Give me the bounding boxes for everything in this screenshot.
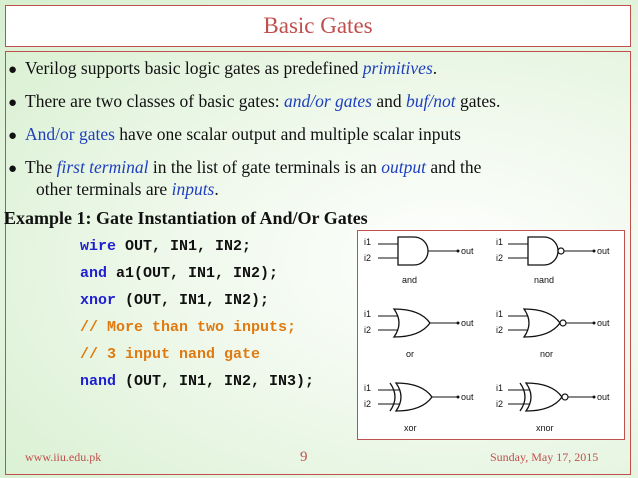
- gate-label-i1: i1: [496, 309, 504, 319]
- code-line-6: [80, 373, 314, 390]
- bullet-2-mid: and: [372, 91, 407, 111]
- example-heading: Example 1: Gate Instantiation of And/Or Gates: [4, 208, 368, 228]
- bullet-dot-icon: ●: [8, 95, 18, 111]
- bullet-3-highlight: And/or gates: [25, 124, 115, 144]
- gate-label-i2: i2: [364, 325, 372, 335]
- bullet-2-highlight-1: and/or gates: [284, 91, 372, 111]
- and-gate-icon: [364, 237, 474, 285]
- bullet-4-end: and the: [426, 157, 482, 177]
- code-line-2: [80, 265, 278, 282]
- code-text: (OUT, IN1, IN2, IN3);: [116, 373, 315, 390]
- bullet-4-highlight-1: first terminal: [56, 157, 149, 177]
- bullet-2-highlight-2: buf/not: [406, 91, 456, 111]
- code-keyword: wire: [80, 238, 117, 255]
- bullet-4-highlight-2: output: [381, 157, 427, 177]
- slide-title: Basic Gates: [263, 13, 373, 38]
- code-keyword: xnor: [80, 292, 117, 309]
- bullet-4-mid: in the list of gate terminals is an: [148, 157, 382, 177]
- code-line-5: // 3 input nand gate: [80, 346, 261, 363]
- bullet-4-text: The: [25, 157, 57, 177]
- gate-name: xor: [404, 423, 417, 433]
- bullet-2-end: gates.: [455, 91, 501, 111]
- gate-label-i1: i1: [364, 237, 372, 247]
- gate-symbols-figure: [357, 230, 625, 440]
- code-text: OUT, IN1, IN2;: [116, 238, 252, 255]
- gate-label-i2: i2: [496, 325, 504, 335]
- gate-label-out: out: [597, 246, 610, 256]
- gate-label-i2: i2: [496, 399, 504, 409]
- code-keyword: and: [80, 265, 108, 282]
- gate-label-i2: i2: [364, 399, 372, 409]
- bullet-dot-icon: ●: [8, 161, 18, 177]
- gate-name: xnor: [536, 423, 554, 433]
- bullet-dot-icon: ●: [8, 128, 18, 144]
- gate-label-i2: i2: [364, 253, 372, 263]
- gate-name: or: [406, 349, 415, 359]
- bullet-2: [8, 90, 500, 114]
- gate-label-out: out: [461, 246, 474, 256]
- title-box: [5, 5, 631, 47]
- or-gate-icon: [364, 309, 474, 359]
- gate-label-i1: i1: [496, 237, 504, 247]
- xor-gate-icon: [364, 383, 474, 433]
- footer-date: Sunday, May 17, 2015: [490, 450, 599, 464]
- gate-label-out: out: [461, 392, 474, 402]
- bullet-3-text: have one scalar output and multiple scalar inputs: [114, 124, 461, 144]
- bullet-4-continuation: [36, 179, 219, 200]
- page-number: 9: [300, 449, 308, 465]
- bullet-1: [8, 57, 437, 81]
- bullet-2-text: There are two classes of basic gates:: [25, 91, 284, 111]
- footer-website[interactable]: www.iiu.edu.pk: [25, 450, 102, 464]
- code-keyword: nand: [80, 373, 117, 390]
- bullet-3: [8, 123, 461, 147]
- xnor-gate-icon: [496, 383, 610, 433]
- bullet-1-text: Verilog supports basic logic gates as predefined: [25, 58, 363, 78]
- bullet-4-cont-end: .: [214, 179, 219, 199]
- gate-label-out: out: [597, 392, 610, 402]
- code-text: (OUT, IN1, IN2);: [116, 292, 270, 309]
- gate-label-out: out: [461, 318, 474, 328]
- code-text: a1(OUT, IN1, IN2);: [107, 265, 279, 282]
- nand-gate-icon: [496, 237, 610, 285]
- code-line-3: [80, 292, 269, 309]
- gate-name: nand: [534, 275, 555, 285]
- bullet-1-end: .: [432, 58, 438, 78]
- bullet-dot-icon: ●: [8, 62, 18, 78]
- gate-name: and: [402, 275, 418, 285]
- code-line-1: [80, 238, 251, 255]
- gate-label-i1: i1: [496, 383, 504, 393]
- gate-label-i1: i1: [364, 383, 372, 393]
- gate-name: nor: [540, 349, 554, 359]
- bullet-4-cont-text: other terminals are: [36, 179, 172, 199]
- gate-label-i2: i2: [496, 253, 504, 263]
- gate-label-i1: i1: [364, 309, 372, 319]
- bullet-4-highlight-3: inputs: [171, 179, 215, 199]
- bullet-4: [8, 156, 481, 180]
- bullet-1-highlight: primitives: [362, 58, 433, 78]
- code-line-4: // More than two inputs;: [80, 319, 297, 336]
- gate-label-out: out: [597, 318, 610, 328]
- nor-gate-icon: [496, 309, 610, 359]
